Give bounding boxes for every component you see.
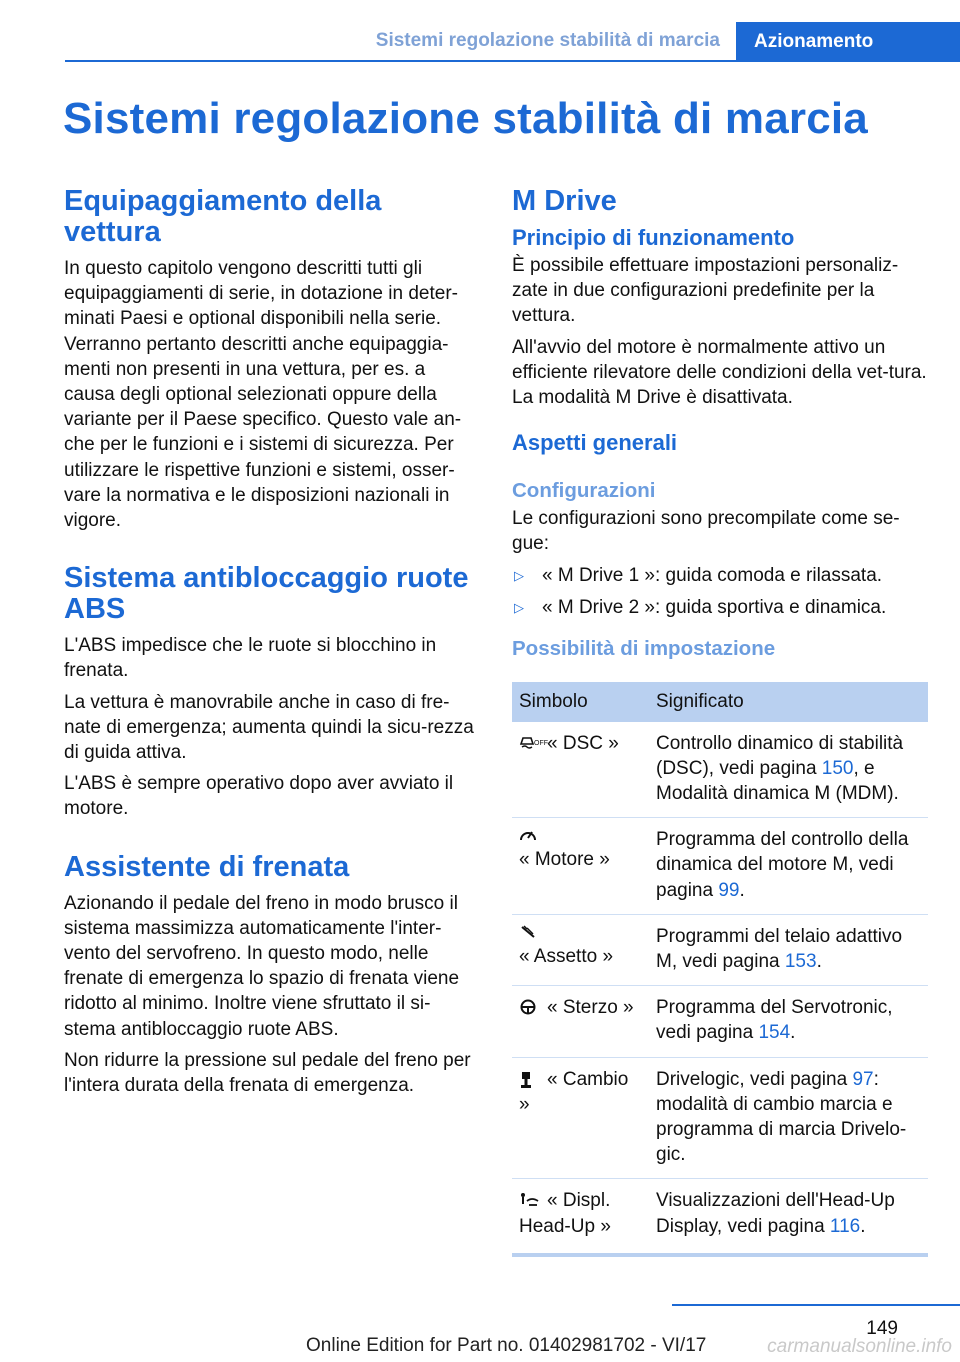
table-row: OFF « DSC » Controllo dinamico di stabilità (DSC), vedi pagina 150, e Modalità dinamica M (MDM). xyxy=(512,722,928,818)
equipment-body: In questo capitolo vengono descritti tutti gli equipaggiamenti di serie, in dotazione in deter-minati Paesi e optional disponibili nella serie. Verranno pertanto descritti anche equipaggia-menti non presenti in una vettura, per es. a causa degli optional selezionati oppure della variante per il Paese specifico. Questo vale an-che per le funzioni e i sistemi di sicurezza. Per utilizzare le rispettive funzioni e sistemi, osser-vare la normativa e le disposizioni nazionali in vigore. xyxy=(64,258,462,532)
head-up-display-icon xyxy=(519,1192,535,1208)
symbol-label: « Displ. Head-Up » xyxy=(519,1190,611,1237)
list-item: ▷ « M Drive 1 »: guida comoda e rilassata. xyxy=(514,564,883,586)
abs-paragraph-2: La vettura è manovrabile anche in caso di fre-nate di emergenza; aumenta quindi la sicu-rezza di guida attiva. xyxy=(64,691,474,764)
abs-paragraph-3: L'ABS è sempre operativo dopo aver avviato il motore. xyxy=(64,773,454,820)
settings-heading: Possibilità di impostazione xyxy=(512,636,776,660)
brake-assist-paragraph-1: Azionando il pedale del freno in modo brusco il sistema massimizza automaticamente l'inter-vento del servofreno. In questo modo, nelle frenate di emergenza lo spazio di frenata viene ridotto al minimo. Inoltre viene sfruttato il si-stema antibloccaggio ruote ABS. xyxy=(64,892,460,1040)
dsc-off-icon xyxy=(519,735,548,751)
symbol-label: « Motore » xyxy=(519,849,610,871)
header-section-title: Sistemi regolazione stabilità di marcia xyxy=(375,30,720,51)
page-reference-link[interactable]: 97 xyxy=(852,1068,874,1090)
brake-assist-paragraph-2: Non ridurre la pressione sul pedale del freno per l'intera durata della frenata di emergenza. xyxy=(64,1049,471,1097)
page-title: Sistemi regolazione stabilità di marcia xyxy=(63,94,868,143)
steering-wheel-icon xyxy=(519,999,535,1015)
edition-note: Online Edition for Part no. 01402981702 - VI/17 xyxy=(306,1335,707,1356)
configurations-intro: Le configurazioni sono precompilate come se-gue: xyxy=(512,508,900,555)
table-row: « Cambio » Drivelogic, vedi pagina 97: modalità di cambio marcia e programma di marcia Drivelo-gic. xyxy=(512,1057,928,1179)
list-item: ▷ « M Drive 2 »: guida sportiva e dinamica. xyxy=(514,596,887,618)
principle-paragraph-1: È possibile effettuare impostazioni personaliz-zate in due configurazioni predefinite per la vettura. xyxy=(512,255,899,327)
symbol-label: « Cambio » xyxy=(519,1068,629,1115)
table-row: « Displ. Head-Up » Visualizzazioni dell'Head-Up Display, vedi pagina 116. xyxy=(512,1179,928,1255)
configurations-list xyxy=(512,563,928,620)
symbol-label: « Sterzo » xyxy=(547,997,634,1019)
footer-rule xyxy=(672,1304,960,1306)
principle-paragraph-2: All'avvio del motore è normalmente attivo un efficiente rilevatore delle condizioni della vet-tura. La modalità M Drive è disattivata. xyxy=(512,336,927,409)
abs-heading: Sistema antibloccaggio ruote ABS xyxy=(64,562,469,626)
left-column xyxy=(64,186,478,1104)
suspension-icon xyxy=(519,924,535,940)
m-drive-heading: M Drive xyxy=(512,185,617,217)
brake-assist-heading: Assistente di frenata xyxy=(64,850,350,883)
table-row: « Motore » Programma del controllo della dinamica del motore M, vedi pagina 99. xyxy=(512,818,928,915)
svg-text:OFF: OFF xyxy=(534,739,548,747)
settings-table xyxy=(512,682,928,1257)
general-heading: Aspetti generali xyxy=(512,430,678,456)
page-header xyxy=(0,0,960,62)
page-number: 149 xyxy=(866,1318,898,1339)
right-column xyxy=(512,186,928,1257)
engine-gauge-icon xyxy=(519,827,535,843)
page-reference-link[interactable]: 99 xyxy=(718,879,740,901)
table-row: « Sterzo » Programma del Servotronic, vedi pagina 154. xyxy=(512,986,928,1057)
column-header-symbol: Simbolo xyxy=(512,682,649,722)
watermark: carmanualsonline.info xyxy=(767,1336,952,1357)
bullet-triangle-icon: ▷ xyxy=(514,599,524,615)
page-reference-link[interactable]: 154 xyxy=(758,1022,791,1044)
page-reference-link[interactable]: 116 xyxy=(829,1215,861,1237)
symbol-label: « Assetto » xyxy=(519,945,614,967)
abs-paragraph-1: L'ABS impedisce che le ruote si blocchino in frenata. xyxy=(64,635,437,682)
header-rule xyxy=(65,60,960,62)
header-chapter-tab: Azionamento xyxy=(736,22,960,62)
table-row: « Assetto » Programmi del telaio adattivo M, vedi pagina 153. xyxy=(512,914,928,985)
bullet-triangle-icon: ▷ xyxy=(514,567,524,583)
gearshift-icon xyxy=(519,1071,535,1087)
table-header-row xyxy=(512,682,928,722)
page-reference-link[interactable]: 150 xyxy=(821,757,854,779)
configurations-heading: Configurazioni xyxy=(512,479,656,503)
column-header-meaning: Significato xyxy=(649,682,928,722)
symbol-label: « DSC » xyxy=(547,732,619,754)
page-reference-link[interactable]: 153 xyxy=(784,951,817,973)
principle-heading: Principio di funzionamento xyxy=(512,225,795,250)
equipment-heading: Equipaggiamento della vettura xyxy=(64,185,382,248)
